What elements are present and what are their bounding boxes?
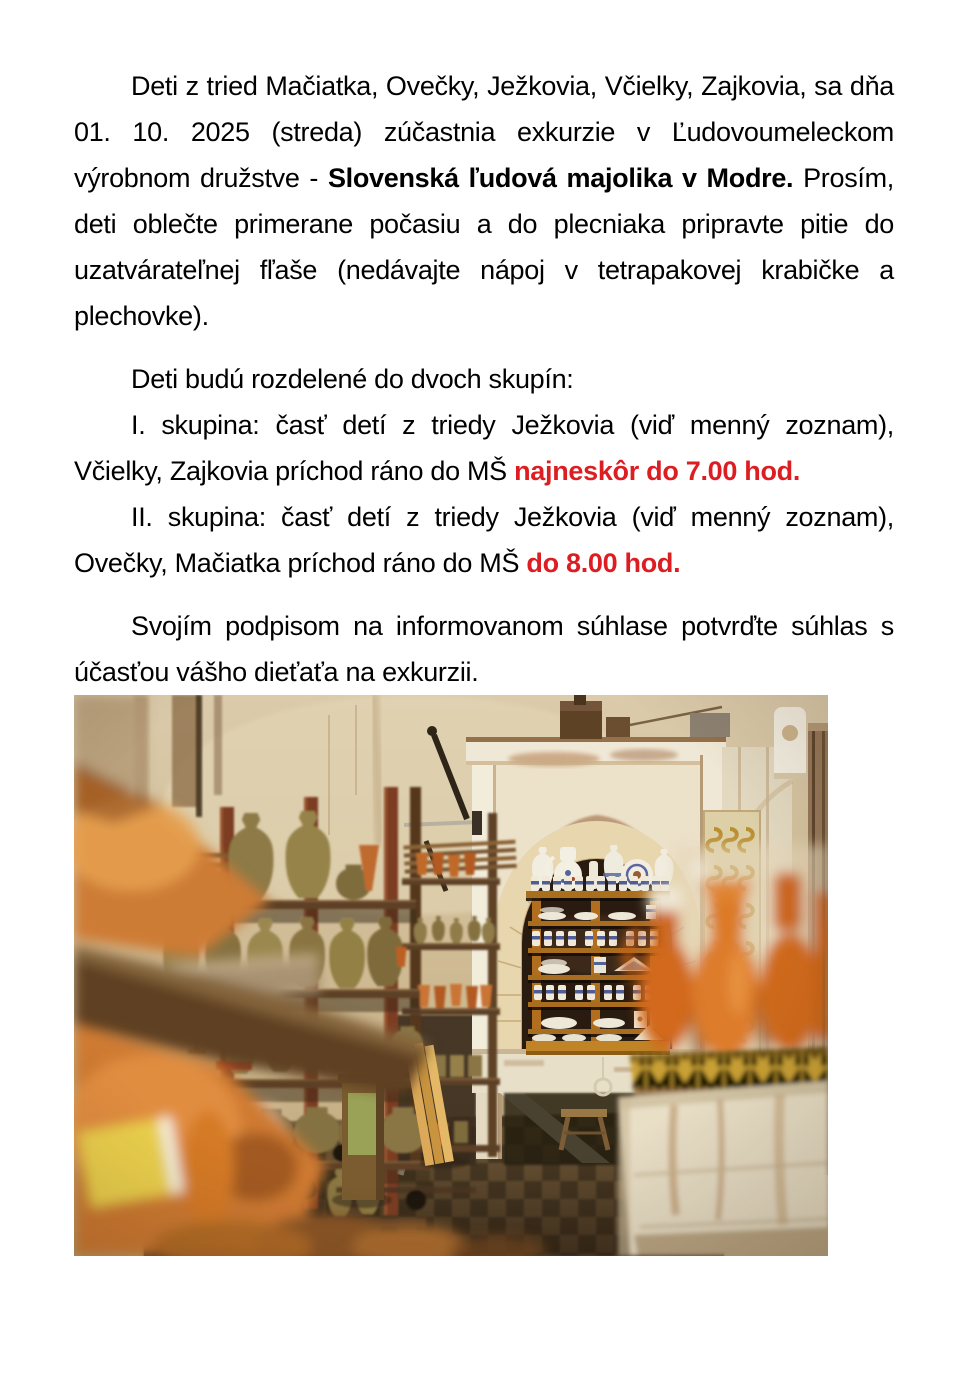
text-run: Deti budú rozdelené do dvoch skupín: [131, 364, 574, 394]
document-body [74, 63, 894, 695]
text-run: Prosím, deti oblečte primerane počasiu a do plecniaka pripravte pitie do uzatvárateľnej fľaše (nedávajte nápoj v tetrapakovej krabičke a plechovke). [74, 163, 894, 331]
paragraph [74, 494, 894, 586]
vignette [74, 695, 828, 1256]
paragraph [74, 603, 894, 695]
text-run: I. skupina: časť detí z triedy Ježkovia (viď menný zoznam), Včielky, Zajkovia príchod ráno do MŠ [74, 410, 894, 486]
paragraph [74, 63, 894, 339]
text-run-bold: Slovenská ľudová majolika v Modre. [327, 163, 794, 193]
text-run-red-bold: najneskôr do 7.00 hod. [514, 456, 801, 486]
text-run: II. skupina: časť detí z triedy Ježkovia (viď menný zoznam), Ovečky, Mačiatka príchod ráno do MŠ [74, 502, 894, 578]
paragraph [74, 356, 894, 402]
workshop-photo-art [74, 695, 828, 1256]
text-run-red-bold: do 8.00 hod. [526, 548, 681, 578]
text-run: Svojím podpisom na informovanom súhlase potvrďte súhlas s účasťou vášho dieťaťa na exkurzii. [74, 611, 894, 687]
workshop-photo [74, 695, 828, 1256]
paragraph [74, 402, 894, 494]
text-run: Deti z tried Mačiatka, Ovečky, Ježkovia, Včielky, Zajkovia, sa dňa 01. 10. 2025 (streda) zúčastnia exkurzie v Ľudovoumeleckom výrobnom družstve - [74, 71, 894, 193]
